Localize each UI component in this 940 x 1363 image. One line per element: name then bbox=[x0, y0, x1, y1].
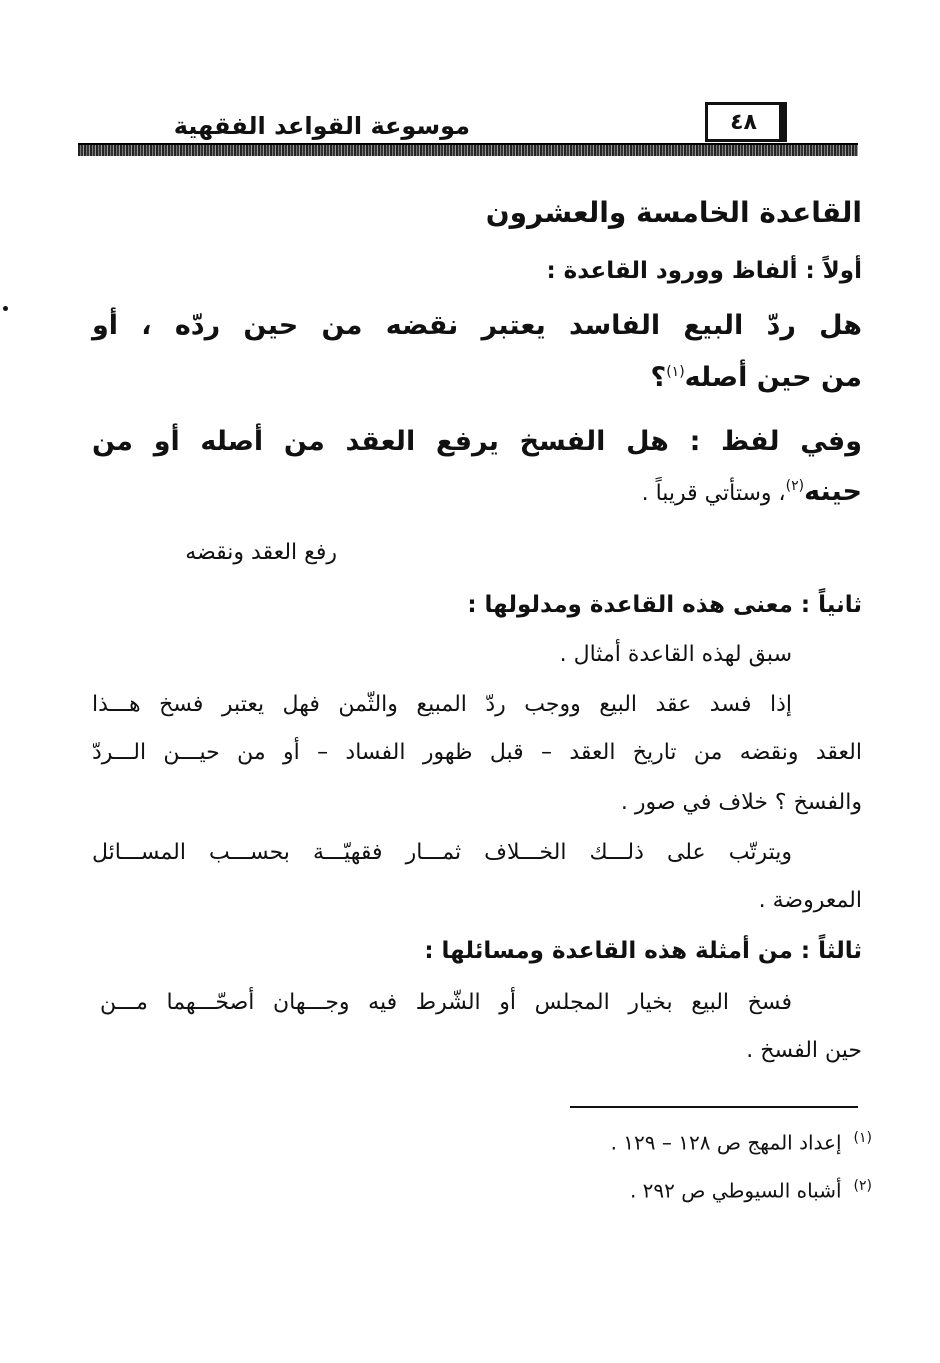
footnote-1 bbox=[611, 1130, 872, 1155]
footnote-1-number: (١) bbox=[853, 1130, 872, 1146]
page-number: ٤٨ bbox=[705, 102, 787, 142]
variant-rest: ، وستأتي قريباً . bbox=[641, 481, 786, 506]
paragraph-1: سبق لهذه القاعدة أمثال . bbox=[559, 642, 792, 667]
paragraph-3-line-2: المعروضة . bbox=[758, 888, 862, 913]
paragraph-4-line-2: حين الفسخ . bbox=[746, 1038, 862, 1063]
footnote-1-text: إعداد المهج ص ١٢٨ – ١٢٩ . bbox=[610, 1130, 842, 1155]
footnote-2 bbox=[630, 1178, 872, 1203]
header-rule bbox=[78, 145, 858, 156]
question-mark: ؟ bbox=[650, 362, 667, 393]
page-header bbox=[78, 98, 858, 160]
question-text: من حين أصله bbox=[684, 362, 862, 393]
paragraph-3-line-1: ويترتّب على ذلـــك الخـــلاف ثمـــار فقهيّـــة بحســـب المســـائل bbox=[92, 840, 792, 865]
footnote-2-number: (٢) bbox=[853, 1178, 872, 1194]
variant-line-1: وفي لفظ : هل الفسخ يرفع العقد من أصله أو من bbox=[92, 426, 862, 457]
section-heading-second: ثانياً : معنى هذه القاعدة ومدلولها : bbox=[467, 592, 862, 618]
rule-title: القاعدة الخامسة والعشرون bbox=[485, 196, 862, 229]
cross-reference: رفع العقد ونقضه bbox=[185, 540, 337, 565]
scan-speck bbox=[3, 306, 8, 311]
paragraph-4-line-1: فسخ البيع بخيار المجلس أو الشّرط فيه وجـــهان أصحّـــهما مـــن bbox=[100, 990, 792, 1015]
footnote-ref-1: (١) bbox=[666, 364, 685, 380]
question-line-1: هل ردّ البيع الفاسد يعتبر نقضه من حين ردّه ، أو bbox=[92, 310, 862, 341]
paragraph-2-line-1: إذا فسد عقد البيع ووجب ردّ المبيع والثّمن فهل يعتبر فسخ هـــذا bbox=[92, 692, 792, 717]
running-title: موسوعة القواعد الفقهية bbox=[173, 112, 470, 140]
question-line-2 bbox=[651, 362, 862, 393]
section-heading-first: أولاً : ألفاظ وورود القاعدة : bbox=[546, 258, 862, 284]
footnote-separator bbox=[570, 1106, 858, 1108]
footnote-ref-2: (٢) bbox=[785, 478, 805, 494]
section-heading-third: ثالثاً : من أمثلة هذه القاعدة ومسائلها : bbox=[424, 938, 862, 964]
paragraph-2-line-3: والفسخ ؟ خلاف في صور . bbox=[620, 790, 862, 815]
paragraph-2-line-2: العقد ونقضه من تاريخ العقد – قبل ظهور الفساد – أو من حيـــن الـــردّ bbox=[92, 740, 862, 765]
variant-line-2 bbox=[642, 476, 862, 507]
variant-word: حينه bbox=[804, 476, 862, 507]
footnote-2-text: أشباه السيوطي ص ٢٩٢ . bbox=[629, 1178, 842, 1203]
